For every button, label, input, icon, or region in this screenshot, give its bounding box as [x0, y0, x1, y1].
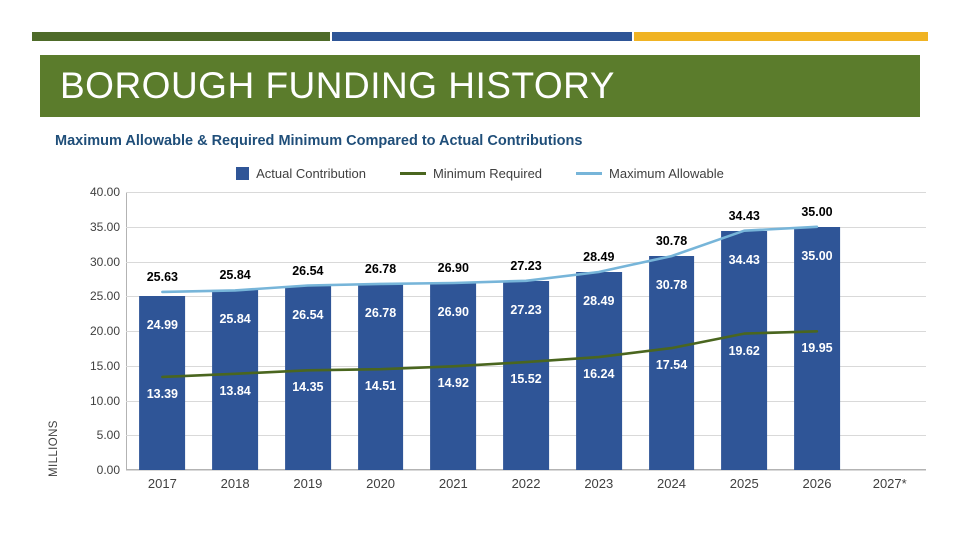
chart-legend	[0, 166, 960, 181]
y-axis-tick-label: 15.00	[89, 358, 120, 373]
min-required-value-label: 15.52	[510, 372, 542, 387]
max-allowable-value-label: 26.54	[292, 263, 324, 278]
min-required-value-label: 13.84	[219, 383, 251, 398]
max-allowable-value-label: 26.90	[437, 261, 469, 276]
bar-slot	[199, 192, 272, 470]
max-allowable-value-label: 27.23	[510, 258, 542, 273]
bar-slot	[417, 192, 490, 470]
bar-value-label: 26.90	[437, 305, 469, 320]
x-axis-tick-label: 2025	[729, 476, 759, 491]
min-required-value-label: 19.62	[728, 343, 760, 358]
max-allowable-value-label: 25.84	[219, 268, 251, 283]
title-banner	[40, 55, 920, 117]
bar-slot	[781, 192, 854, 470]
bar-value-label: 34.43	[728, 252, 760, 267]
bar-slot	[344, 192, 417, 470]
accent-bar-green	[32, 32, 330, 41]
min-required-value-label: 14.92	[437, 376, 469, 391]
y-axis-tick-label: 10.00	[89, 393, 120, 408]
x-axis-tick-label: 2022	[511, 476, 541, 491]
max-allowable-value-label: 28.49	[583, 249, 615, 264]
x-axis-tick-label: 2023	[584, 476, 614, 491]
y-axis-title: MILLIONS	[48, 420, 60, 477]
bar-value-label: 25.84	[219, 312, 251, 327]
bar-slot	[708, 192, 781, 470]
bar-slot	[853, 192, 926, 470]
y-axis-labels	[72, 185, 120, 477]
bar-value-label: 26.54	[292, 307, 324, 322]
x-axis-tick-label: 2018	[220, 476, 250, 491]
chart	[0, 185, 960, 512]
x-axis-tick-label: 2017	[147, 476, 177, 491]
legend-item-maximum	[576, 166, 724, 181]
accent-bar-blue	[332, 32, 632, 41]
min-required-value-label: 13.39	[146, 386, 178, 401]
gridline	[126, 470, 926, 471]
chart-subtitle: Maximum Allowable & Required Minimum Compared to Actual Contributions	[55, 133, 583, 149]
bar-slot	[562, 192, 635, 470]
bar-value-label: 24.99	[146, 318, 178, 333]
max-allowable-value-label: 26.78	[364, 261, 397, 276]
bar-value-label: 26.78	[364, 305, 397, 320]
bar-slot	[126, 192, 199, 470]
accent-bars	[32, 32, 928, 41]
legend-item-actual	[236, 166, 366, 181]
y-axis-tick-label: 35.00	[89, 219, 120, 234]
max-allowable-value-label: 35.00	[801, 204, 833, 219]
bar-value-label: 35.00	[801, 248, 833, 263]
min-required-value-label: 14.35	[292, 380, 324, 395]
min-required-value-label: 14.51	[364, 379, 397, 394]
bar-value-label: 30.78	[655, 278, 688, 293]
y-axis-tick-label: 30.00	[89, 254, 120, 269]
legend-swatch-minimum-icon	[400, 172, 426, 175]
bar-slot	[271, 192, 344, 470]
max-allowable-value-label: 34.43	[728, 208, 760, 223]
legend-item-minimum	[400, 166, 542, 181]
x-axis-tick-label: 2021	[438, 476, 468, 491]
bar-series	[126, 192, 926, 470]
y-axis-tick-label: 0.00	[96, 463, 120, 477]
accent-bar-gold	[634, 32, 928, 41]
x-axis-tick-label: 2020	[366, 476, 396, 491]
legend-label-minimum: Minimum Required	[432, 166, 543, 181]
y-axis-tick-label: 5.00	[96, 428, 120, 443]
min-required-value-label: 17.54	[655, 358, 688, 373]
legend-label-maximum: Maximum Allowable	[609, 166, 724, 181]
min-required-value-label: 19.95	[801, 341, 833, 356]
max-allowable-value-label: 30.78	[655, 234, 688, 249]
x-axis-tick-label: 2024	[657, 476, 686, 491]
legend-swatch-actual-icon	[236, 167, 249, 180]
x-axis-tick-label: 2026	[802, 476, 832, 491]
max-allowable-value-label: 25.63	[146, 269, 178, 284]
y-axis-tick-label: 20.00	[89, 324, 120, 338]
legend-swatch-maximum-icon	[576, 172, 602, 175]
x-axis-tick-label: 2027*	[872, 476, 907, 491]
bar-slot	[490, 192, 563, 470]
bar-value-label: 27.23	[510, 302, 542, 317]
plot-area	[126, 192, 926, 470]
bar-value-label: 28.49	[583, 293, 615, 308]
y-axis-tick-label: 40.00	[89, 185, 120, 199]
min-required-value-label: 16.24	[583, 367, 615, 382]
y-axis-tick-label: 25.00	[89, 289, 120, 304]
x-axis-labels	[126, 476, 926, 491]
page-title: BOROUGH FUNDING HISTORY	[60, 65, 615, 106]
x-axis-tick-label: 2019	[293, 476, 323, 491]
bar-slot	[635, 192, 708, 470]
legend-label-actual: Actual Contribution	[256, 166, 366, 181]
